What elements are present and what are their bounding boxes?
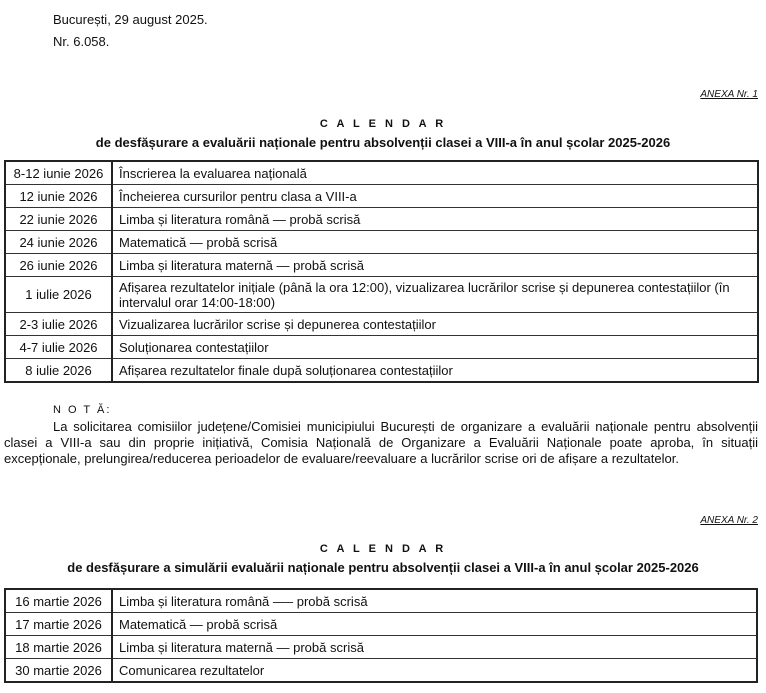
row-event: Soluționarea contestațiilor [112,336,758,359]
annex-1-subtitle: de desfășurare a evaluării naționale pentru absolvenții clasei a VIII-a în anul școlar 2025-2026 [95,135,671,150]
table-row [5,161,758,185]
table-row [5,185,758,208]
row-event: Încheierea cursurilor pentru clasa a VIII-a [112,185,758,208]
row-event: Limba și literatura română — probă scrisă [112,208,758,231]
table-row [5,277,758,313]
row-date: 12 iunie 2026 [5,185,112,208]
row-event: Matematică — probă scrisă [112,613,757,636]
row-event: Matematică — probă scrisă [112,231,758,254]
note-label: N O T Ă: [53,404,112,416]
row-event: Limba și literatura maternă — probă scrisă [112,254,758,277]
table-row [5,613,757,636]
row-event: Vizualizarea lucrărilor scrise și depunerea contestațiilor [112,313,758,336]
document-number: Nr. 6.058. [53,34,110,49]
row-date: 8-12 iunie 2026 [5,161,112,185]
row-date: 4-7 iulie 2026 [5,336,112,359]
row-event: Limba și literatura română —– probă scrisă [112,589,757,613]
table-row [5,336,758,359]
annex-1-label: ANEXA Nr. 1 [700,89,758,100]
row-event: Limba și literatura maternă — probă scrisă [112,636,757,659]
place-date: București, 29 august 2025. [53,12,208,27]
row-event: Comunicarea rezultatelor [112,659,757,683]
table-row [5,254,758,277]
table-row [5,589,757,613]
row-date: 2-3 iulie 2026 [5,313,112,336]
row-event: Înscrierea la evaluarea națională [112,161,758,185]
row-date: 22 iunie 2026 [5,208,112,231]
annex-1-calendar-table [4,160,759,383]
table-row [5,659,757,683]
table-row [5,231,758,254]
table-row [5,359,758,383]
row-date: 16 martie 2026 [5,589,112,613]
annex-2-subtitle: de desfășurare a simulării evaluării naționale pentru absolvenții clasei a VIII-a în anul școlar 2025-2026 [67,560,699,575]
annex-2-title: C A L E N D A R [319,543,447,555]
row-date: 18 martie 2026 [5,636,112,659]
row-date: 26 iunie 2026 [5,254,112,277]
table-row [5,636,757,659]
row-date: 17 martie 2026 [5,613,112,636]
table-row [5,208,758,231]
row-date: 30 martie 2026 [5,659,112,683]
annex-1-title: C A L E N D A R [319,118,447,130]
table-row [5,313,758,336]
row-date: 8 iulie 2026 [5,359,112,383]
annex-2-calendar-table [4,588,758,683]
annex-2-label: ANEXA Nr. 2 [700,515,758,526]
row-event: Afișarea rezultatelor finale după soluționarea contestațiilor [112,359,758,383]
row-event: Afișarea rezultatelor inițiale (până la ora 12:00), vizualizarea lucrărilor scrise și depunerea contestațiilor (în intervalul orar 14:00-18:00) [112,277,758,313]
row-date: 24 iunie 2026 [5,231,112,254]
row-date: 1 iulie 2026 [5,277,112,313]
note-text: La solicitarea comisiilor județene/Comisiei municipiului București de organizare a evaluării naționale pentru absolvenții clasei a VIII-a sau din proprie inițiativă, Comisia Națională de Organizare a Evaluării Naționale poate aproba, în situații excepționale, prelungirea/reducerea perioadelor de evaluare/reevaluare a lucrărilor scrise ori de afișare a rezultatelor. [4,419,758,466]
